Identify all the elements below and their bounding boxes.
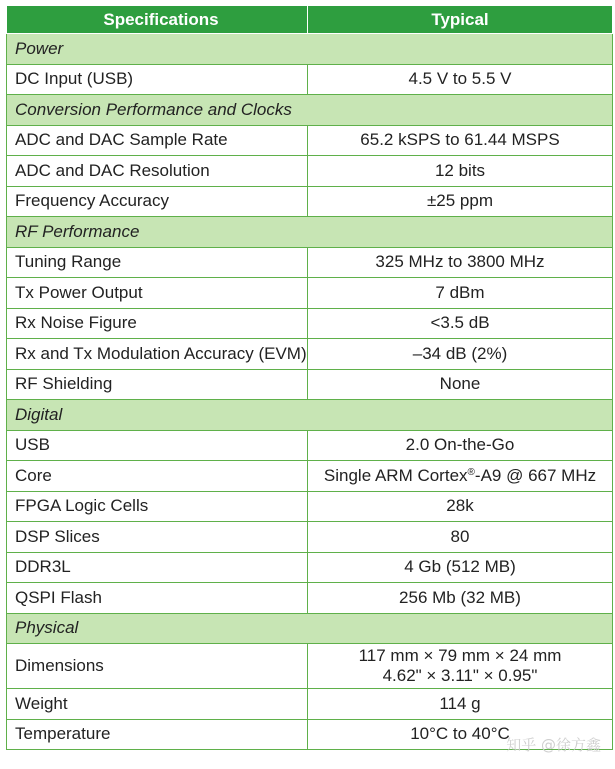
section-title: Physical (7, 613, 613, 644)
spec-label: ADC and DAC Resolution (7, 156, 308, 187)
section-row-physical (7, 613, 613, 644)
table-row (7, 491, 613, 522)
table-row (7, 430, 613, 461)
section-title: Conversion Performance and Clocks (7, 95, 613, 126)
table-row (7, 369, 613, 400)
spec-label: DSP Slices (7, 522, 308, 553)
spec-label: Frequency Accuracy (7, 186, 308, 217)
spec-label: Rx and Tx Modulation Accuracy (EVM) (7, 339, 308, 370)
spec-value: None (308, 369, 613, 400)
spec-value: 114 g (308, 689, 613, 720)
spec-value: ±25 ppm (308, 186, 613, 217)
spec-value: 12 bits (308, 156, 613, 187)
spec-value: 80 (308, 522, 613, 553)
table-row (7, 156, 613, 187)
table-row (7, 522, 613, 553)
spec-label: ADC and DAC Sample Rate (7, 125, 308, 156)
spec-value (308, 644, 613, 689)
table-row (7, 461, 613, 492)
spec-value: 28k (308, 491, 613, 522)
dimensions-imperial: 4.62" × 3.11" × 0.95" (382, 666, 538, 685)
specifications-table (6, 5, 613, 750)
spec-label: Tx Power Output (7, 278, 308, 309)
spec-value: 325 MHz to 3800 MHz (308, 247, 613, 278)
spec-label: FPGA Logic Cells (7, 491, 308, 522)
spec-label: Core (7, 461, 308, 492)
section-row-conversion (7, 95, 613, 126)
spec-value (308, 461, 613, 492)
watermark: 知乎 @徐方鑫 (506, 736, 601, 754)
spec-value: 4 Gb (512 MB) (308, 552, 613, 583)
spec-value: 65.2 kSPS to 61.44 MSPS (308, 125, 613, 156)
dimensions-metric: 117 mm × 79 mm × 24 mm (358, 646, 562, 665)
table-row (7, 552, 613, 583)
section-row-rf-performance (7, 217, 613, 248)
table-row (7, 339, 613, 370)
spec-label: Weight (7, 689, 308, 720)
spec-value: 256 Mb (32 MB) (308, 583, 613, 614)
spec-value: 7 dBm (308, 278, 613, 309)
spec-label: USB (7, 430, 308, 461)
spec-value: 10°C to 40°C (308, 719, 613, 750)
spec-label: QSPI Flash (7, 583, 308, 614)
header-row (7, 6, 613, 34)
spec-value: 2.0 On-the-Go (308, 430, 613, 461)
section-title: Power (7, 34, 613, 65)
spec-label: Tuning Range (7, 247, 308, 278)
spec-label: Rx Noise Figure (7, 308, 308, 339)
table-row (7, 689, 613, 720)
spec-label: Dimensions (7, 644, 308, 689)
spec-label: RF Shielding (7, 369, 308, 400)
core-value-pre: Single ARM Cortex (323, 465, 468, 485)
section-row-power (7, 34, 613, 65)
header-typical: Typical (308, 6, 613, 34)
spec-label: DC Input (USB) (7, 64, 308, 95)
table-row (7, 644, 613, 689)
table-row (7, 64, 613, 95)
section-title: RF Performance (7, 217, 613, 248)
table-row (7, 308, 613, 339)
spec-value: <3.5 dB (308, 308, 613, 339)
spec-label: DDR3L (7, 552, 308, 583)
spec-value: 4.5 V to 5.5 V (308, 64, 613, 95)
registered-mark: ® (467, 466, 475, 478)
table-row (7, 247, 613, 278)
table-row (7, 125, 613, 156)
core-value-post: -A9 @ 667 MHz (474, 465, 597, 485)
header-specifications: Specifications (7, 6, 308, 34)
table-row (7, 278, 613, 309)
table-row (7, 186, 613, 217)
spec-value: –34 dB (2%) (308, 339, 613, 370)
spec-label: Temperature (7, 719, 308, 750)
section-row-digital (7, 400, 613, 431)
table-row (7, 583, 613, 614)
section-title: Digital (7, 400, 613, 431)
